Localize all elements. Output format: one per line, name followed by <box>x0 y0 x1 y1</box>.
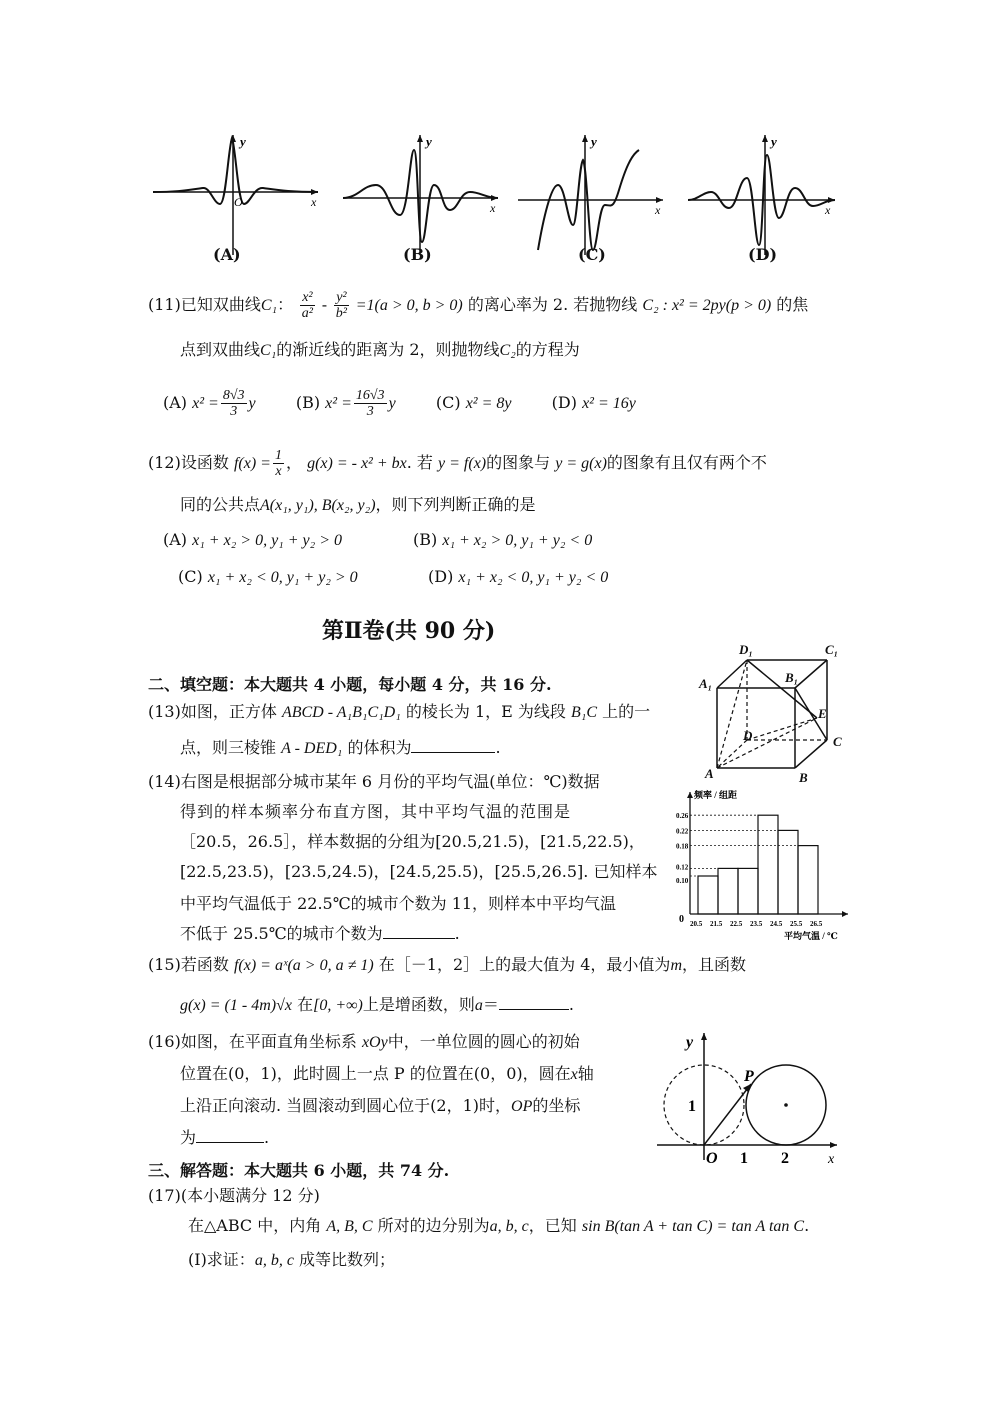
hist-xtick-3: 23.5 <box>750 920 763 928</box>
hist-bar-5 <box>798 846 818 914</box>
q11-text-b: 的离心率为 2. 若抛物线 <box>467 295 638 314</box>
q11-text-a: 已知双曲线 <box>180 295 261 314</box>
graph-label-c: (C) <box>578 245 606 264</box>
q12-f: f(x) = <box>233 455 271 472</box>
q17-line2: (Ⅰ)求证：a, b, c 成等比数列； <box>188 1250 396 1269</box>
q14-line5: 中平均气温低于 22.5℃的城市个数为 11，则样本中平均气温 <box>180 894 617 913</box>
q15-line1: (15)若函数 f(x) = aˣ(a > 0, a ≠ 1) 在［－1，2］上的最大值为 4，最小值为m，且函数 <box>148 955 747 974</box>
graph-b-y-label: y <box>426 134 432 149</box>
q16-line2: 位置在(0，1)，此时圆上一点 P 的位置在(0，0)，圆在x轴 <box>180 1064 594 1083</box>
q12-g: g(x) = - x² + bx <box>307 455 407 472</box>
cube-label-b1: B₁ <box>785 670 799 685</box>
hist-bar-2 <box>738 868 758 914</box>
q11-text-e: 的渐近线的距离为 2，则抛物线 <box>276 340 500 359</box>
q11-text-c: 的焦 <box>776 295 809 314</box>
q16-answer-blank[interactable] <box>196 1128 264 1143</box>
q12-line2: 同的公共点A(x₁, y₁), B(x₂, y₂)，则下列判断正确的是 <box>180 495 536 514</box>
hist-xtick-0: 20.5 <box>690 920 703 928</box>
q16-line3: 上沿正向滚动. 当圆滚动到圆心位于(2，1)时，OP的坐标 <box>180 1096 581 1115</box>
q15-line2: g(x) = (1 - 4m)√x 在[0, +∞)上是增函数，则a＝ . <box>180 995 574 1014</box>
q11-text-f: 的方程为 <box>515 340 580 359</box>
q11-c2: C₂ <box>499 342 516 359</box>
q14-line2: 得到的样本频率分布直方图，其中平均气温的范围是 <box>180 802 572 821</box>
q15-f: f(x) = aˣ(a > 0, a ≠ 1) <box>233 957 374 974</box>
hist-ytick-4: 0.10 <box>676 877 689 885</box>
hist-y-label: 频率 / 组距 <box>694 790 738 800</box>
hist-bar-0 <box>698 876 718 914</box>
cube-label-b: B <box>799 770 808 785</box>
q14-line3: ［20.5，26.5］，样本数据的分组为[20.5,21.5)，[21.5,22.5)， <box>180 832 645 851</box>
circle-y-label: y <box>686 1034 694 1051</box>
q11-option-a-frac: $\frac{8√3}{3}$ <box>222 388 245 419</box>
hist-xtick-1: 21.5 <box>710 920 723 928</box>
hist-ytick-0: 0.26 <box>676 812 689 821</box>
rolling-circle-figure <box>652 1025 847 1165</box>
cube-label-d1: D₁ <box>739 642 753 657</box>
graph-label-a: (A) <box>213 245 241 264</box>
q12-line1: (12)设函数 f(x) = $\frac{1}{x}$ ， g(x) = - x² + bx. 若 y = f(x)的图象与 y = g(x)的图象有且仅有两个不 <box>148 448 767 479</box>
q13-line1: (13)如图，正方体 ABCD - A₁B₁C₁D₁ 的棱长为 1，E 为线段 B₁C 上的一 <box>148 702 651 721</box>
hist-origin: 0 <box>679 914 684 925</box>
q13-cube: ABCD - A₁B₁C₁D₁ <box>281 704 401 721</box>
cube-figure <box>695 640 860 785</box>
hist-bar-1 <box>718 868 738 914</box>
circle-one-y: 1 <box>688 1098 696 1115</box>
cube-label-a: A <box>705 766 714 781</box>
graph-a <box>153 134 318 255</box>
q11-option-c-expr: x² = 8y <box>465 395 512 412</box>
q11-hyperbola-cond: =1(a > 0, b > 0) <box>355 297 463 314</box>
q11-option-d: (D) <box>551 393 577 412</box>
q12-yg: y = g(x) <box>555 455 607 472</box>
q13-segment: B₁C <box>571 704 598 721</box>
q11-frac-y: $\frac{\text{y²}}{\text{b²}}$ <box>335 290 347 321</box>
frequency-histogram <box>676 782 856 942</box>
q17-equation: sin B(tan A + tan C) = tan A tan C <box>581 1218 805 1235</box>
hist-xtick-5: 25.5 <box>790 920 803 928</box>
hist-xtick-2: 22.5 <box>730 920 743 928</box>
graph-label-b: (B) <box>403 245 432 264</box>
q12-option-c: (C) x₁ + x₂ < 0, y₁ + y₂ > 0 <box>178 567 358 586</box>
hist-ytick-2: 0.18 <box>676 842 689 851</box>
q17-head: (17)(本小题满分 12 分) <box>148 1186 320 1205</box>
graph-b <box>343 134 498 255</box>
q11-c1: C₁ <box>260 297 278 314</box>
q11-option-b-left: x² = <box>325 395 352 412</box>
q11-option-d-expr: x² = 16y <box>582 395 636 412</box>
q12-number: (12) <box>148 453 181 472</box>
q11-number: (11) <box>148 295 181 314</box>
hist-ytick-1: 0.22 <box>676 827 689 836</box>
q11-parabola: C₂ : x² = 2py(p > 0) <box>642 297 772 314</box>
q14-answer-blank[interactable] <box>383 924 455 939</box>
graph-label-d: (D) <box>748 245 778 264</box>
q14-line1: (14)右图是根据部分城市某年 6 月份的平均气温(单位：℃)数据 <box>148 772 600 791</box>
q16-line4: 为 . <box>180 1128 270 1147</box>
graph-a-y-label: y <box>240 134 246 149</box>
graph-c-x-label: x <box>655 203 661 217</box>
q11-option-b: (B) <box>295 393 321 412</box>
q11-frac-x: $\frac{\text{x²}}{\text{a²}}$ <box>301 290 313 321</box>
graph-d-y-label: y <box>771 134 777 149</box>
q12-option-b: (B) x₁ + x₂ > 0, y₁ + y₂ < 0 <box>413 530 593 549</box>
q15-answer-blank[interactable] <box>499 995 569 1010</box>
cube-label-d: D <box>743 728 753 743</box>
q12-option-a: (A) x₁ + x₂ > 0, y₁ + y₂ > 0 <box>163 530 342 549</box>
circle-x-label: x <box>828 1152 835 1165</box>
graph-c-y-label: y <box>591 134 597 149</box>
hist-xtick-4: 24.5 <box>770 920 783 928</box>
q15-g: g(x) = (1 - 4m)√x <box>180 997 292 1014</box>
q14-line6: 不低于 25.5℃的城市个数为 . <box>180 924 460 943</box>
circle-origin: O <box>706 1150 718 1165</box>
cube-label-c1: C₁ <box>825 642 839 657</box>
q12-frac: $\frac{1}{x}$ <box>274 448 282 479</box>
hist-ytick-3: 0.12 <box>676 863 689 872</box>
graph-a-origin: O <box>234 195 243 209</box>
q12-option-d: (D) x₁ + x₂ < 0, y₁ + y₂ < 0 <box>428 567 609 586</box>
q13-line2: 点，则三棱锥 A - DED₁ 的体积为 . <box>180 738 501 757</box>
section3-heading: 三、解答题：本大题共 6 小题，共 74 分. <box>148 1161 450 1180</box>
section2-heading: 二、填空题：本大题共 4 小题，每小题 4 分，共 16 分. <box>148 675 552 694</box>
q12-text-a: 设函数 <box>180 453 229 472</box>
cube-label-e: E <box>818 706 827 721</box>
graph-d-x-label: x <box>825 203 831 217</box>
q11-c1-b: C₁ <box>260 342 277 359</box>
q11-option-a: (A) <box>163 393 188 412</box>
q17-line1: 在△ABC 中，内角 A, B, C 所对的边分别为a, b, c，已知 sin B(tan A + tan C) = tan A tan C. <box>188 1216 810 1235</box>
q11-line1: (11)已知双曲线C₁： $\frac{\text{x²}}{\text{a²}}$ - $\frac{\text{y²}}{\text{b²}}$ =1(a > 0, b > 0) 的离心率为 2. 若抛物线 C₂ : x² = 2py(p > 0) 的焦 <box>148 290 809 321</box>
q13-answer-blank[interactable] <box>411 738 495 753</box>
graph-a-x-label: x <box>311 195 317 209</box>
cube-label-c: C <box>833 734 842 749</box>
q11-option-b-frac: $\frac{16√3}{3}$ <box>355 388 385 419</box>
function-graphs <box>148 130 848 270</box>
circle-two: 2 <box>781 1150 789 1165</box>
graph-c <box>518 134 663 255</box>
q13-pyramid: A - DED₁ <box>281 740 343 757</box>
circle-p-label: P <box>744 1068 754 1085</box>
q12-points: A(x₁, y₁), B(x₂, y₂) <box>260 497 376 514</box>
hist-xtick-6: 26.5 <box>810 920 823 928</box>
q11-text-d: 点到双曲线 <box>180 340 261 359</box>
q11-line2 <box>180 340 580 361</box>
q11-option-c: (C) <box>435 393 461 412</box>
hist-x-label: 平均气温 / ℃ <box>784 931 838 941</box>
q11-option-a-left: x² = <box>192 395 219 412</box>
cube-label-a1: A₁ <box>699 676 713 691</box>
graph-d <box>688 134 835 255</box>
circle-one-x: 1 <box>740 1150 748 1165</box>
hist-bar-4 <box>778 830 798 914</box>
q16-line1: (16)如图，在平面直角坐标系 xOy中，一单位圆的圆心的初始 <box>148 1032 580 1051</box>
part2-title: 第Ⅱ卷(共 90 分) <box>322 618 496 644</box>
q14-line4: [22.5,23.5)，[23.5,24.5)，[24.5,25.5)，[25.5,26.5]. 已知样本 <box>180 862 658 881</box>
graph-b-x-label: x <box>490 201 496 215</box>
q12-yf: y = f(x) <box>438 455 487 472</box>
q11-options: (A) x² = $\frac{8√3}{3}$ y (B) x² = $\frac{16√3}{3}$ y (C) x² = 8y (D) x² = 16y <box>163 388 636 419</box>
